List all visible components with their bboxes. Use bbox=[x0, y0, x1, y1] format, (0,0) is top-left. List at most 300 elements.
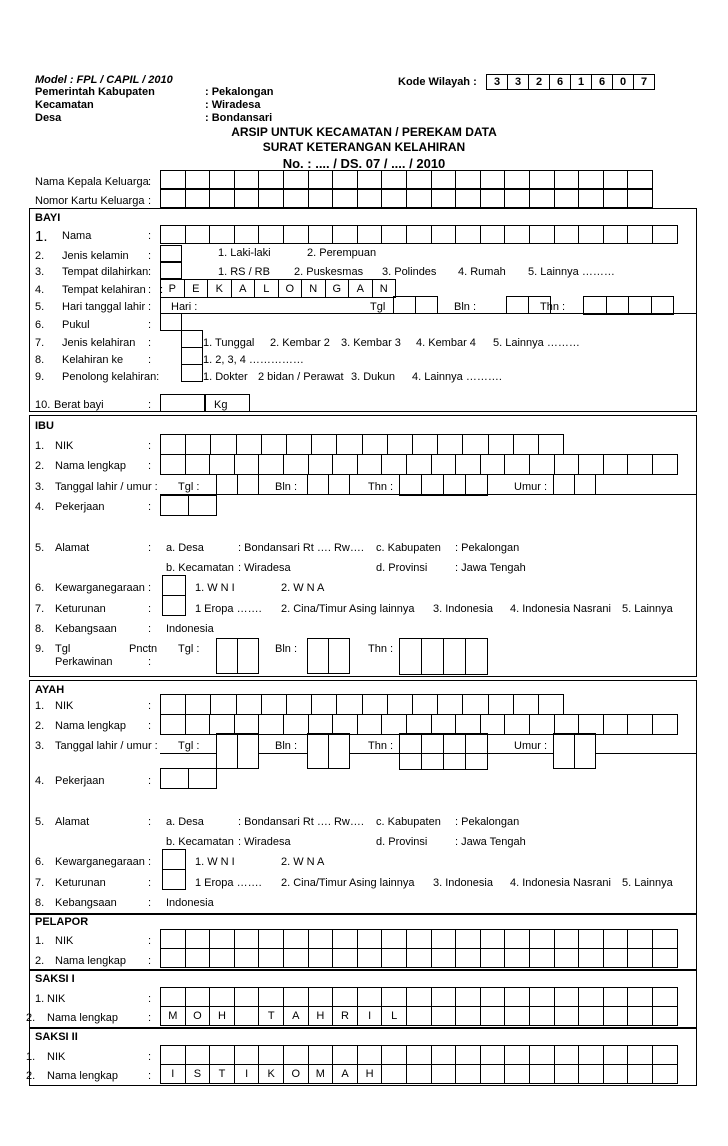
ibu-perk-thn-box[interactable] bbox=[465, 638, 488, 675]
kepala-keluarga-box[interactable] bbox=[627, 170, 653, 189]
pelapor-nama-box[interactable] bbox=[357, 948, 383, 968]
berat-box[interactable] bbox=[160, 394, 205, 412]
ibu-perk-bln-box-1[interactable] bbox=[307, 638, 329, 674]
ayah-nama-box[interactable] bbox=[554, 714, 580, 735]
ayah-nama-box[interactable] bbox=[357, 714, 383, 735]
kepala-keluarga-box[interactable] bbox=[406, 170, 432, 189]
ayah-nik-box[interactable] bbox=[362, 694, 388, 715]
ayah-nama-box[interactable] bbox=[160, 714, 186, 735]
saksi1-nik-box[interactable] bbox=[381, 987, 407, 1007]
pelapor-nik-box[interactable] bbox=[160, 929, 186, 949]
pelapor-nik-box[interactable] bbox=[357, 929, 383, 949]
pelapor-nik-box[interactable] bbox=[406, 929, 432, 949]
pelapor-nik-box[interactable] bbox=[554, 929, 580, 949]
ibu-nama-box[interactable] bbox=[603, 454, 629, 475]
ibu-nama-box[interactable] bbox=[504, 454, 530, 475]
saksi1-nama-letter[interactable]: O bbox=[185, 1006, 211, 1026]
saksi2-nik-box[interactable] bbox=[185, 1045, 211, 1065]
ibu-perk-tgl-box-1[interactable] bbox=[216, 638, 238, 674]
bayi-nama-box[interactable] bbox=[431, 225, 457, 244]
ayah-nik-box[interactable] bbox=[210, 694, 236, 715]
ibu-nama-box[interactable] bbox=[529, 454, 555, 475]
ayah-pekerjaan-box-2[interactable] bbox=[188, 768, 217, 789]
bayi-nama-box[interactable] bbox=[529, 225, 555, 244]
ibu-thn-box[interactable] bbox=[443, 474, 466, 496]
ibu-nama-box[interactable] bbox=[652, 454, 678, 475]
saksi2-nama-letter[interactable] bbox=[652, 1064, 678, 1084]
kepala-keluarga-box[interactable] bbox=[234, 170, 260, 189]
saksi1-nik-box[interactable] bbox=[554, 987, 580, 1007]
saksi2-nama-letter[interactable] bbox=[578, 1064, 604, 1084]
pelapor-nik-box[interactable] bbox=[283, 929, 309, 949]
saksi2-nama-letter[interactable]: T bbox=[209, 1064, 235, 1084]
ayah-thn-box[interactable] bbox=[465, 733, 488, 770]
ibu-nik-box[interactable] bbox=[437, 434, 463, 455]
ayah-nik-box[interactable] bbox=[462, 694, 488, 715]
ibu-nik-box[interactable] bbox=[185, 434, 211, 455]
nomor-kk-box[interactable] bbox=[455, 189, 481, 208]
ayah-nama-box[interactable] bbox=[627, 714, 653, 735]
bayi-nama-box[interactable] bbox=[406, 225, 432, 244]
saksi2-nik-box[interactable] bbox=[554, 1045, 580, 1065]
nomor-kk-box[interactable] bbox=[357, 189, 383, 208]
ayah-nama-box[interactable] bbox=[529, 714, 555, 735]
kepala-keluarga-box[interactable] bbox=[308, 170, 334, 189]
saksi1-nama-letter[interactable] bbox=[431, 1006, 457, 1026]
kepala-keluarga-box[interactable] bbox=[357, 170, 383, 189]
ayah-pekerjaan-box-1[interactable] bbox=[160, 768, 189, 789]
nomor-kk-box[interactable] bbox=[185, 189, 211, 208]
saksi2-nik-box[interactable] bbox=[627, 1045, 653, 1065]
ibu-nama-box[interactable] bbox=[160, 454, 186, 475]
nomor-kk-box[interactable] bbox=[603, 189, 629, 208]
pelapor-nama-box[interactable] bbox=[652, 948, 678, 968]
saksi1-nama-letter[interactable] bbox=[603, 1006, 629, 1026]
ayah-nama-box[interactable] bbox=[308, 714, 334, 735]
pelapor-nik-box[interactable] bbox=[652, 929, 678, 949]
ibu-thn-box[interactable] bbox=[399, 474, 422, 496]
nomor-kk-box[interactable] bbox=[627, 189, 653, 208]
ayah-nama-box[interactable] bbox=[258, 714, 284, 735]
ayah-nama-box[interactable] bbox=[455, 714, 481, 735]
kepala-keluarga-box[interactable] bbox=[332, 170, 358, 189]
bayi-nama-box[interactable] bbox=[160, 225, 186, 244]
pelapor-nama-box[interactable] bbox=[455, 948, 481, 968]
ibu-nama-box[interactable] bbox=[578, 454, 604, 475]
ibu-nik-box[interactable] bbox=[387, 434, 413, 455]
bayi-nama-box[interactable] bbox=[480, 225, 506, 244]
saksi2-nama-letter[interactable]: I bbox=[160, 1064, 186, 1084]
ibu-nama-box[interactable] bbox=[283, 454, 309, 475]
ayah-nik-box[interactable] bbox=[513, 694, 539, 715]
ibu-nik-box[interactable] bbox=[513, 434, 539, 455]
saksi2-nik-box[interactable] bbox=[283, 1045, 309, 1065]
pukul-box[interactable] bbox=[160, 313, 182, 331]
ayah-thn-box[interactable] bbox=[443, 733, 466, 770]
saksi1-nik-box[interactable] bbox=[578, 987, 604, 1007]
ibu-nama-box[interactable] bbox=[431, 454, 457, 475]
ayah-nik-box[interactable] bbox=[336, 694, 362, 715]
ibu-nik-box[interactable] bbox=[210, 434, 236, 455]
saksi1-nama-letter[interactable]: R bbox=[332, 1006, 358, 1026]
pelapor-nik-box[interactable] bbox=[332, 929, 358, 949]
bayi-nama-box[interactable] bbox=[554, 225, 580, 244]
pelapor-nama-box[interactable] bbox=[578, 948, 604, 968]
saksi1-nik-box[interactable] bbox=[431, 987, 457, 1007]
pelapor-nik-box[interactable] bbox=[431, 929, 457, 949]
kepala-keluarga-box[interactable] bbox=[185, 170, 211, 189]
ayah-nama-box[interactable] bbox=[406, 714, 432, 735]
nomor-kk-box[interactable] bbox=[529, 189, 555, 208]
ibu-nama-box[interactable] bbox=[308, 454, 334, 475]
ayah-nik-box[interactable] bbox=[160, 694, 186, 715]
saksi1-nik-box[interactable] bbox=[209, 987, 235, 1007]
kepala-keluarga-box[interactable] bbox=[160, 170, 186, 189]
ibu-nik-box[interactable] bbox=[261, 434, 287, 455]
tempat-kelahiran-letter[interactable]: A bbox=[231, 279, 256, 298]
saksi1-nama-letter[interactable]: H bbox=[308, 1006, 334, 1026]
saksi1-nik-box[interactable] bbox=[308, 987, 334, 1007]
ibu-nik-box[interactable] bbox=[412, 434, 438, 455]
saksi1-nama-letter[interactable]: T bbox=[258, 1006, 284, 1026]
saksi2-nik-box[interactable] bbox=[209, 1045, 235, 1065]
ibu-bln-box-1[interactable] bbox=[307, 474, 329, 495]
pelapor-nama-box[interactable] bbox=[234, 948, 260, 968]
kepala-keluarga-box[interactable] bbox=[603, 170, 629, 189]
ayah-keturunan-box[interactable] bbox=[162, 869, 186, 890]
ayah-nik-box[interactable] bbox=[185, 694, 211, 715]
ayah-thn-box[interactable] bbox=[399, 733, 422, 770]
saksi2-nik-box[interactable] bbox=[504, 1045, 530, 1065]
bayi-nama-box[interactable] bbox=[652, 225, 678, 244]
nomor-kk-box[interactable] bbox=[234, 189, 260, 208]
ayah-nama-box[interactable] bbox=[480, 714, 506, 735]
ibu-thn-box[interactable] bbox=[421, 474, 444, 496]
thn-box[interactable] bbox=[651, 296, 675, 315]
ayah-tgl-box-1[interactable] bbox=[216, 733, 238, 769]
saksi2-nik-box[interactable] bbox=[381, 1045, 407, 1065]
bayi-nama-box[interactable] bbox=[234, 225, 260, 244]
ayah-nama-box[interactable] bbox=[652, 714, 678, 735]
saksi1-nik-box[interactable] bbox=[603, 987, 629, 1007]
saksi2-nama-letter[interactable] bbox=[529, 1064, 555, 1084]
saksi1-nik-box[interactable] bbox=[357, 987, 383, 1007]
saksi2-nama-letter[interactable]: A bbox=[332, 1064, 358, 1084]
saksi2-nik-box[interactable] bbox=[357, 1045, 383, 1065]
saksi1-nik-box[interactable] bbox=[332, 987, 358, 1007]
saksi2-nik-box[interactable] bbox=[431, 1045, 457, 1065]
saksi2-nama-letter[interactable] bbox=[381, 1064, 407, 1084]
bayi-nama-box[interactable] bbox=[627, 225, 653, 244]
ayah-nama-box[interactable] bbox=[504, 714, 530, 735]
bayi-nama-box[interactable] bbox=[504, 225, 530, 244]
ibu-nik-box[interactable] bbox=[538, 434, 564, 455]
saksi1-nama-letter[interactable] bbox=[480, 1006, 506, 1026]
ayah-nama-box[interactable] bbox=[603, 714, 629, 735]
saksi2-nama-letter[interactable] bbox=[554, 1064, 580, 1084]
bayi-nama-box[interactable] bbox=[258, 225, 284, 244]
thn-box[interactable] bbox=[583, 296, 607, 315]
nomor-kk-box[interactable] bbox=[431, 189, 457, 208]
ibu-tgl-box-1[interactable] bbox=[216, 474, 238, 495]
bayi-nama-box[interactable] bbox=[603, 225, 629, 244]
ayah-nama-box[interactable] bbox=[234, 714, 260, 735]
saksi2-nik-box[interactable] bbox=[406, 1045, 432, 1065]
ayah-nik-box[interactable] bbox=[261, 694, 287, 715]
saksi1-nik-box[interactable] bbox=[529, 987, 555, 1007]
pelapor-nik-box[interactable] bbox=[308, 929, 334, 949]
kepala-keluarga-box[interactable] bbox=[554, 170, 580, 189]
tempat-kelahiran-letter[interactable]: P bbox=[160, 279, 185, 298]
tempat-kelahiran-letter[interactable]: L bbox=[254, 279, 279, 298]
saksi2-nik-box[interactable] bbox=[308, 1045, 334, 1065]
ayah-nik-box[interactable] bbox=[437, 694, 463, 715]
saksi1-nik-box[interactable] bbox=[455, 987, 481, 1007]
ibu-nama-box[interactable] bbox=[480, 454, 506, 475]
saksi1-nama-letter[interactable] bbox=[455, 1006, 481, 1026]
pelapor-nik-box[interactable] bbox=[529, 929, 555, 949]
pelapor-nik-box[interactable] bbox=[455, 929, 481, 949]
bayi-nama-box[interactable] bbox=[332, 225, 358, 244]
thn-box[interactable] bbox=[628, 296, 652, 315]
saksi2-nama-letter[interactable]: M bbox=[308, 1064, 334, 1084]
ayah-nik-box[interactable] bbox=[236, 694, 262, 715]
tgl-box-2[interactable] bbox=[415, 296, 438, 314]
ayah-nik-box[interactable] bbox=[311, 694, 337, 715]
ibu-nama-box[interactable] bbox=[627, 454, 653, 475]
kepala-keluarga-box[interactable] bbox=[209, 170, 235, 189]
saksi1-nama-letter[interactable]: I bbox=[357, 1006, 383, 1026]
nomor-kk-box[interactable] bbox=[308, 189, 334, 208]
saksi1-nik-box[interactable] bbox=[258, 987, 284, 1007]
saksi1-nama-letter[interactable]: H bbox=[209, 1006, 235, 1026]
pelapor-nik-box[interactable] bbox=[234, 929, 260, 949]
kepala-keluarga-box[interactable] bbox=[381, 170, 407, 189]
kepala-keluarga-box[interactable] bbox=[480, 170, 506, 189]
tempat-kelahiran-letter[interactable]: A bbox=[348, 279, 373, 298]
ibu-nama-box[interactable] bbox=[258, 454, 284, 475]
nomor-kk-box[interactable] bbox=[406, 189, 432, 208]
ayah-kewarganegaraan-box[interactable] bbox=[162, 849, 186, 870]
nomor-kk-box[interactable] bbox=[480, 189, 506, 208]
bayi-nama-box[interactable] bbox=[357, 225, 383, 244]
ibu-nik-box[interactable] bbox=[286, 434, 312, 455]
pelapor-nama-box[interactable] bbox=[554, 948, 580, 968]
nomor-kk-box[interactable] bbox=[554, 189, 580, 208]
bln-box-1[interactable] bbox=[506, 296, 529, 314]
saksi2-nama-letter[interactable]: O bbox=[283, 1064, 309, 1084]
pelapor-nama-box[interactable] bbox=[627, 948, 653, 968]
nomor-kk-box[interactable] bbox=[258, 189, 284, 208]
ayah-bln-box-2[interactable] bbox=[328, 733, 350, 769]
nomor-kk-box[interactable] bbox=[283, 189, 309, 208]
pelapor-nama-box[interactable] bbox=[480, 948, 506, 968]
ibu-nik-box[interactable] bbox=[336, 434, 362, 455]
ibu-perk-thn-box[interactable] bbox=[421, 638, 444, 675]
saksi2-nik-box[interactable] bbox=[258, 1045, 284, 1065]
ibu-pekerjaan-box-1[interactable] bbox=[160, 495, 189, 516]
saksi2-nik-box[interactable] bbox=[480, 1045, 506, 1065]
berat-kg-box[interactable] bbox=[205, 394, 250, 412]
saksi1-nik-box[interactable] bbox=[480, 987, 506, 1007]
pelapor-nik-box[interactable] bbox=[185, 929, 211, 949]
pelapor-nama-box[interactable] bbox=[283, 948, 309, 968]
tempat-dilahirkan-box[interactable] bbox=[160, 262, 182, 279]
ibu-nama-box[interactable] bbox=[357, 454, 383, 475]
saksi2-nama-letter[interactable] bbox=[455, 1064, 481, 1084]
pelapor-nama-box[interactable] bbox=[431, 948, 457, 968]
ibu-perk-thn-box[interactable] bbox=[399, 638, 422, 675]
ibu-nik-box[interactable] bbox=[311, 434, 337, 455]
ayah-nama-box[interactable] bbox=[209, 714, 235, 735]
ayah-thn-box[interactable] bbox=[421, 733, 444, 770]
tempat-kelahiran-letter[interactable]: K bbox=[207, 279, 232, 298]
ibu-umur-box-2[interactable] bbox=[574, 474, 596, 495]
pelapor-nama-box[interactable] bbox=[308, 948, 334, 968]
kepala-keluarga-box[interactable] bbox=[283, 170, 309, 189]
ibu-nama-box[interactable] bbox=[381, 454, 407, 475]
saksi1-nama-letter[interactable] bbox=[504, 1006, 530, 1026]
saksi2-nama-letter[interactable] bbox=[504, 1064, 530, 1084]
saksi2-nama-letter[interactable]: K bbox=[258, 1064, 284, 1084]
tempat-kelahiran-letter[interactable]: O bbox=[278, 279, 303, 298]
pelapor-nama-box[interactable] bbox=[381, 948, 407, 968]
jenis-kelamin-box[interactable] bbox=[160, 245, 182, 262]
kepala-keluarga-box[interactable] bbox=[431, 170, 457, 189]
nomor-kk-box[interactable] bbox=[209, 189, 235, 208]
saksi1-nik-box[interactable] bbox=[160, 987, 186, 1007]
ibu-nama-box[interactable] bbox=[234, 454, 260, 475]
ayah-nik-box[interactable] bbox=[538, 694, 564, 715]
bayi-nama-box[interactable] bbox=[578, 225, 604, 244]
ayah-nama-box[interactable] bbox=[332, 714, 358, 735]
pelapor-nik-box[interactable] bbox=[504, 929, 530, 949]
ayah-nama-box[interactable] bbox=[185, 714, 211, 735]
saksi1-nama-letter[interactable] bbox=[529, 1006, 555, 1026]
ayah-nama-box[interactable] bbox=[578, 714, 604, 735]
kepala-keluarga-box[interactable] bbox=[578, 170, 604, 189]
kepala-keluarga-box[interactable] bbox=[455, 170, 481, 189]
nomor-kk-box[interactable] bbox=[160, 189, 186, 208]
ayah-nik-box[interactable] bbox=[412, 694, 438, 715]
tempat-kelahiran-letter[interactable]: N bbox=[301, 279, 326, 298]
ibu-thn-box[interactable] bbox=[465, 474, 488, 496]
ibu-nik-box[interactable] bbox=[362, 434, 388, 455]
saksi2-nama-letter[interactable] bbox=[480, 1064, 506, 1084]
ibu-kewarganegaraan-box[interactable] bbox=[162, 575, 186, 596]
pelapor-nik-box[interactable] bbox=[480, 929, 506, 949]
saksi1-nik-box[interactable] bbox=[504, 987, 530, 1007]
pelapor-nik-box[interactable] bbox=[258, 929, 284, 949]
bayi-nama-box[interactable] bbox=[209, 225, 235, 244]
ibu-nama-box[interactable] bbox=[455, 454, 481, 475]
thn-box[interactable] bbox=[606, 296, 630, 315]
saksi2-nama-letter[interactable] bbox=[603, 1064, 629, 1084]
pelapor-nik-box[interactable] bbox=[627, 929, 653, 949]
pelapor-nama-box[interactable] bbox=[332, 948, 358, 968]
ayah-nik-box[interactable] bbox=[488, 694, 514, 715]
nomor-kk-box[interactable] bbox=[332, 189, 358, 208]
pelapor-nik-box[interactable] bbox=[578, 929, 604, 949]
saksi1-nama-letter[interactable] bbox=[627, 1006, 653, 1026]
ayah-nik-box[interactable] bbox=[387, 694, 413, 715]
ayah-umur-box-1[interactable] bbox=[553, 733, 575, 769]
saksi1-nama-letter[interactable]: M bbox=[160, 1006, 186, 1026]
ibu-nama-box[interactable] bbox=[554, 454, 580, 475]
saksi2-nama-letter[interactable] bbox=[431, 1064, 457, 1084]
tempat-kelahiran-letter[interactable]: G bbox=[325, 279, 350, 298]
jenis-kelahiran-box[interactable] bbox=[181, 330, 203, 348]
bayi-nama-box[interactable] bbox=[308, 225, 334, 244]
saksi1-nik-box[interactable] bbox=[234, 987, 260, 1007]
saksi2-nik-box[interactable] bbox=[160, 1045, 186, 1065]
saksi1-nama-letter[interactable]: L bbox=[381, 1006, 407, 1026]
ibu-pekerjaan-box-2[interactable] bbox=[188, 495, 217, 516]
saksi2-nama-letter[interactable]: H bbox=[357, 1064, 383, 1084]
saksi2-nama-letter[interactable]: I bbox=[234, 1064, 260, 1084]
ayah-tgl-box-2[interactable] bbox=[237, 733, 259, 769]
ayah-umur-box-2[interactable] bbox=[574, 733, 596, 769]
pelapor-nik-box[interactable] bbox=[603, 929, 629, 949]
saksi2-nik-box[interactable] bbox=[234, 1045, 260, 1065]
pelapor-nama-box[interactable] bbox=[504, 948, 530, 968]
pelapor-nama-box[interactable] bbox=[209, 948, 235, 968]
saksi2-nik-box[interactable] bbox=[455, 1045, 481, 1065]
bayi-nama-box[interactable] bbox=[283, 225, 309, 244]
pelapor-nik-box[interactable] bbox=[381, 929, 407, 949]
saksi2-nik-box[interactable] bbox=[332, 1045, 358, 1065]
nomor-kk-box[interactable] bbox=[504, 189, 530, 208]
ibu-nama-box[interactable] bbox=[185, 454, 211, 475]
bayi-nama-box[interactable] bbox=[455, 225, 481, 244]
ayah-bln-box-1[interactable] bbox=[307, 733, 329, 769]
ayah-nama-box[interactable] bbox=[283, 714, 309, 735]
nomor-kk-box[interactable] bbox=[381, 189, 407, 208]
saksi2-nama-letter[interactable] bbox=[627, 1064, 653, 1084]
ibu-nama-box[interactable] bbox=[209, 454, 235, 475]
ibu-perk-tgl-box-2[interactable] bbox=[237, 638, 259, 674]
ibu-bln-box-2[interactable] bbox=[328, 474, 350, 495]
saksi2-nik-box[interactable] bbox=[603, 1045, 629, 1065]
pelapor-nama-box[interactable] bbox=[529, 948, 555, 968]
penolong-box[interactable] bbox=[181, 364, 203, 382]
ibu-perk-bln-box-2[interactable] bbox=[328, 638, 350, 674]
ibu-nik-box[interactable] bbox=[488, 434, 514, 455]
pelapor-nik-box[interactable] bbox=[209, 929, 235, 949]
ayah-nama-box[interactable] bbox=[381, 714, 407, 735]
saksi1-nama-letter[interactable] bbox=[554, 1006, 580, 1026]
saksi2-nik-box[interactable] bbox=[578, 1045, 604, 1065]
saksi1-nama-letter[interactable]: A bbox=[283, 1006, 309, 1026]
ibu-nama-box[interactable] bbox=[406, 454, 432, 475]
saksi1-nik-box[interactable] bbox=[406, 987, 432, 1007]
bayi-nama-box[interactable] bbox=[381, 225, 407, 244]
tgl-box-1[interactable] bbox=[393, 296, 416, 314]
ibu-nik-box[interactable] bbox=[462, 434, 488, 455]
ibu-nik-box[interactable] bbox=[160, 434, 186, 455]
tempat-kelahiran-letter[interactable]: N bbox=[372, 279, 397, 298]
ibu-perk-thn-box[interactable] bbox=[443, 638, 466, 675]
saksi1-nama-letter[interactable] bbox=[406, 1006, 432, 1026]
bayi-nama-box[interactable] bbox=[185, 225, 211, 244]
saksi2-nama-letter[interactable] bbox=[406, 1064, 432, 1084]
saksi2-nik-box[interactable] bbox=[652, 1045, 678, 1065]
nomor-kk-box[interactable] bbox=[578, 189, 604, 208]
saksi2-nama-letter[interactable]: S bbox=[185, 1064, 211, 1084]
ayah-nik-box[interactable] bbox=[286, 694, 312, 715]
ibu-tgl-box-2[interactable] bbox=[237, 474, 259, 495]
saksi1-nik-box[interactable] bbox=[283, 987, 309, 1007]
